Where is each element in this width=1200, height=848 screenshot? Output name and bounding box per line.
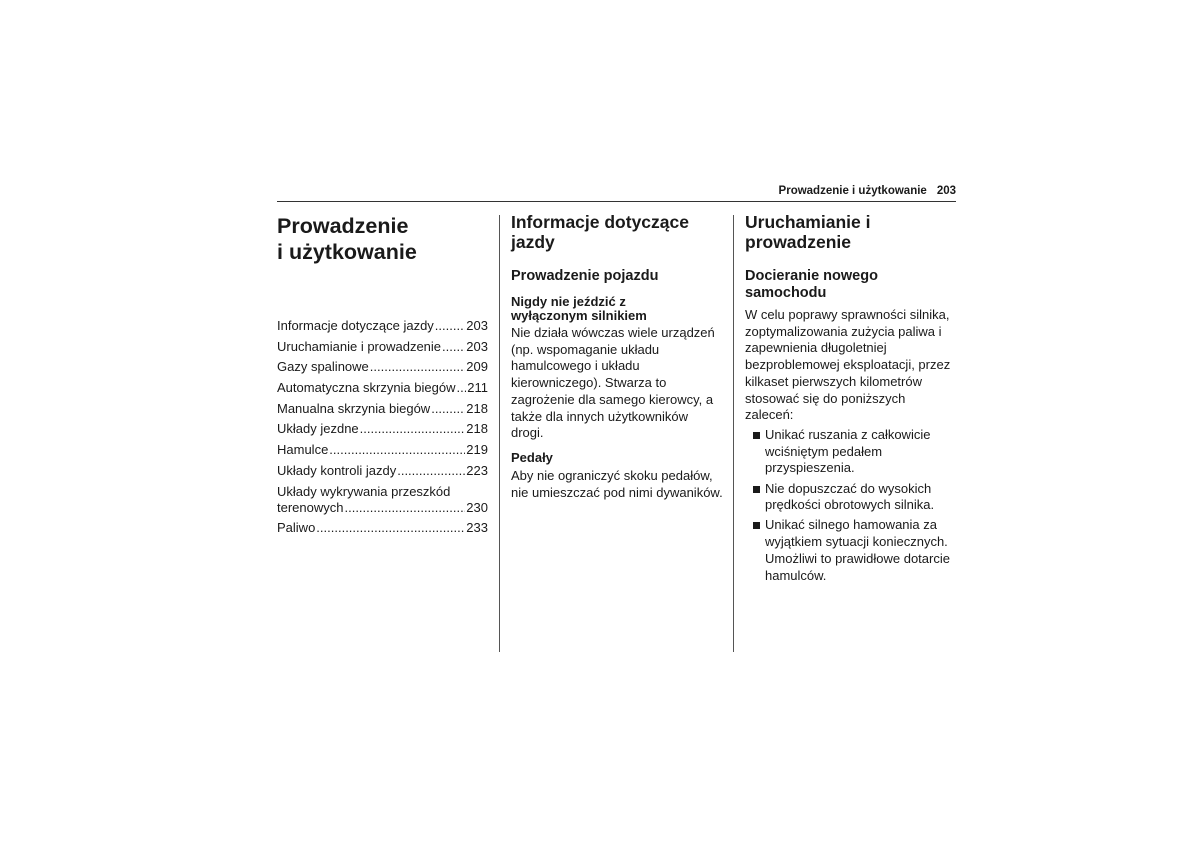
paragraph: Nie działa wówczas wiele urządzeń (np. wspomaganie układu hamulcowego i układu kierowniczego). Stwarza to zagrożenie dla samego kierowcy, a także dla innych użytkowników drogi. xyxy=(511,325,715,441)
header-section-title: Prowadzenie i użytkowanie xyxy=(778,185,927,197)
toc-entry[interactable]: Układy jezdne ..... 218 xyxy=(277,421,488,442)
toc-entry[interactable]: Uruchamianie i prowadzenie ..... 203 xyxy=(277,339,488,360)
minor-heading: Pedały xyxy=(511,449,553,465)
square-bullet-icon xyxy=(753,432,760,439)
square-bullet-icon xyxy=(753,486,760,493)
toc-entry[interactable]: Paliwo ..... 233 xyxy=(277,520,488,541)
column-2 xyxy=(511,213,723,501)
column-3 xyxy=(745,213,957,588)
toc-entry[interactable]: Manualna skrzynia biegów ..... 218 xyxy=(277,401,488,422)
running-header xyxy=(277,184,956,202)
minor-heading: Nigdy nie jeździć z wyłączonym silnikiem xyxy=(511,294,647,323)
column-divider-1 xyxy=(499,215,500,652)
section-title: Informacje dotyczące jazdy xyxy=(511,212,689,252)
list-item: Nie dopuszczać do wysokich prędkości obrotowych silnika. xyxy=(745,481,957,514)
table-of-contents xyxy=(277,318,488,541)
toc-entry[interactable]: Układy wykrywania przeszkód terenowych ..... 230 xyxy=(277,484,488,516)
chapter-title: Prowadzenie i użytkowanie xyxy=(277,214,417,264)
subsection-title: Prowadzenie pojazdu xyxy=(511,268,659,284)
subsection-title: Docieranie nowego samochodu xyxy=(745,268,878,301)
column-1 xyxy=(277,213,488,541)
section-title: Uruchamianie i prowadzenie xyxy=(745,212,871,252)
list-item: Unikać silnego hamowania za wyjątkiem sytuacji koniecznych. Umożliwi to prawidłowe dotarcie hamulców. xyxy=(745,517,957,584)
toc-entry[interactable]: Automatyczna skrzynia biegów ..... 211 xyxy=(277,380,488,401)
toc-entry[interactable]: Gazy spalinowe ..... 209 xyxy=(277,359,488,380)
paragraph: W celu poprawy sprawności silnika, zoptymalizowania zużycia paliwa i zapewnienia długoletniej bezproblemowej eksploatacji, przez kilkaset pierwszych kilometrów stosować się do poniższych zaleceń: xyxy=(745,307,951,423)
column-divider-2 xyxy=(733,215,734,652)
list-item: Unikać ruszania z całkowicie wciśniętym pedałem przyspieszenia. xyxy=(745,427,957,477)
toc-entry[interactable]: Informacje dotyczące jazdy ..... 203 xyxy=(277,318,488,339)
page-number: 203 xyxy=(936,185,956,197)
paragraph: Aby nie ograniczyć skoku pedałów, nie umieszczać pod nimi dywaników. xyxy=(511,467,723,500)
square-bullet-icon xyxy=(753,522,760,529)
toc-entry[interactable]: Hamulce ..... 219 xyxy=(277,442,488,463)
bullet-list xyxy=(745,427,957,584)
toc-entry[interactable]: Układy kontroli jazdy ..... 223 xyxy=(277,463,488,484)
